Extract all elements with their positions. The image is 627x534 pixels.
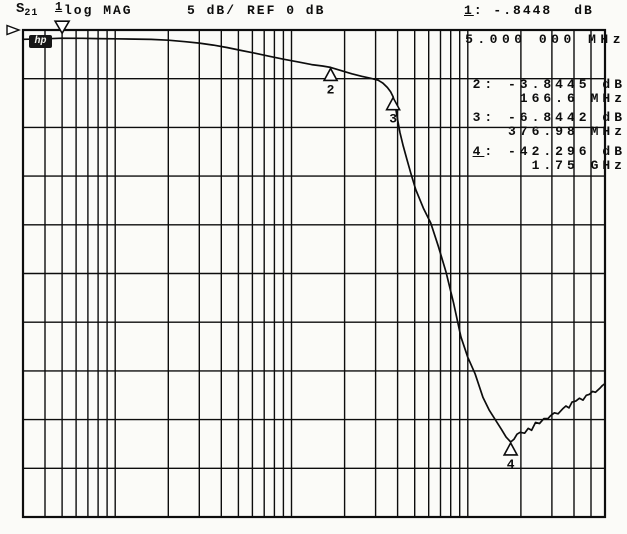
active-marker-readout-value: : -.8448 bbox=[473, 3, 553, 18]
s-parameter-label: $S_{21}$ bbox=[16, 1, 39, 19]
marker-4-pointer-icon bbox=[504, 443, 517, 455]
marker-2-frequency: 166.6 MHz bbox=[519, 90, 626, 106]
marker-2-value-readout bbox=[468, 78, 626, 92]
marker-4-value-readout bbox=[468, 145, 626, 159]
marker-3-value: : -6.8442 dB bbox=[484, 110, 626, 125]
reference-level-pointer-icon bbox=[7, 26, 19, 35]
marker-3-pointer-label: 3 bbox=[389, 111, 398, 127]
marker-3-value-readout bbox=[468, 111, 626, 125]
active-marker-readout bbox=[464, 4, 594, 18]
format-label: log MAG bbox=[64, 3, 133, 18]
marker-4-value: : -42.296 dB bbox=[484, 144, 626, 159]
active-marker-readout-number: 1 bbox=[464, 3, 474, 18]
marker-4-pointer-label: 4 bbox=[506, 456, 515, 472]
marker-3-number: 3 bbox=[472, 110, 485, 125]
scale-per-div-label: 5 dB/ bbox=[187, 3, 237, 18]
marker-2-pointer-icon bbox=[324, 68, 337, 80]
marker-3-frequency: 376.98 MHz bbox=[507, 123, 626, 139]
active-marker-number-label: 1 bbox=[55, 0, 63, 14]
marker-4-number: 4 bbox=[472, 144, 485, 159]
marker-2-pointer-label: 2 bbox=[326, 82, 335, 98]
s-parameter-subscript: 21 bbox=[24, 8, 39, 19]
marker-2-value: : -3.8445 dB bbox=[484, 77, 626, 92]
marker1-frequency-readout: 5.000 000 MHz bbox=[465, 32, 625, 47]
active-marker-readout-unit: dB bbox=[574, 3, 594, 18]
marker-1-pointer-icon bbox=[55, 21, 69, 33]
marker-2-number: 2 bbox=[472, 77, 485, 92]
marker-4-frequency: 1.75 GHz bbox=[531, 157, 626, 173]
hp-logo: hp bbox=[29, 35, 52, 48]
reference-level-label: REF 0 dB bbox=[247, 3, 326, 18]
